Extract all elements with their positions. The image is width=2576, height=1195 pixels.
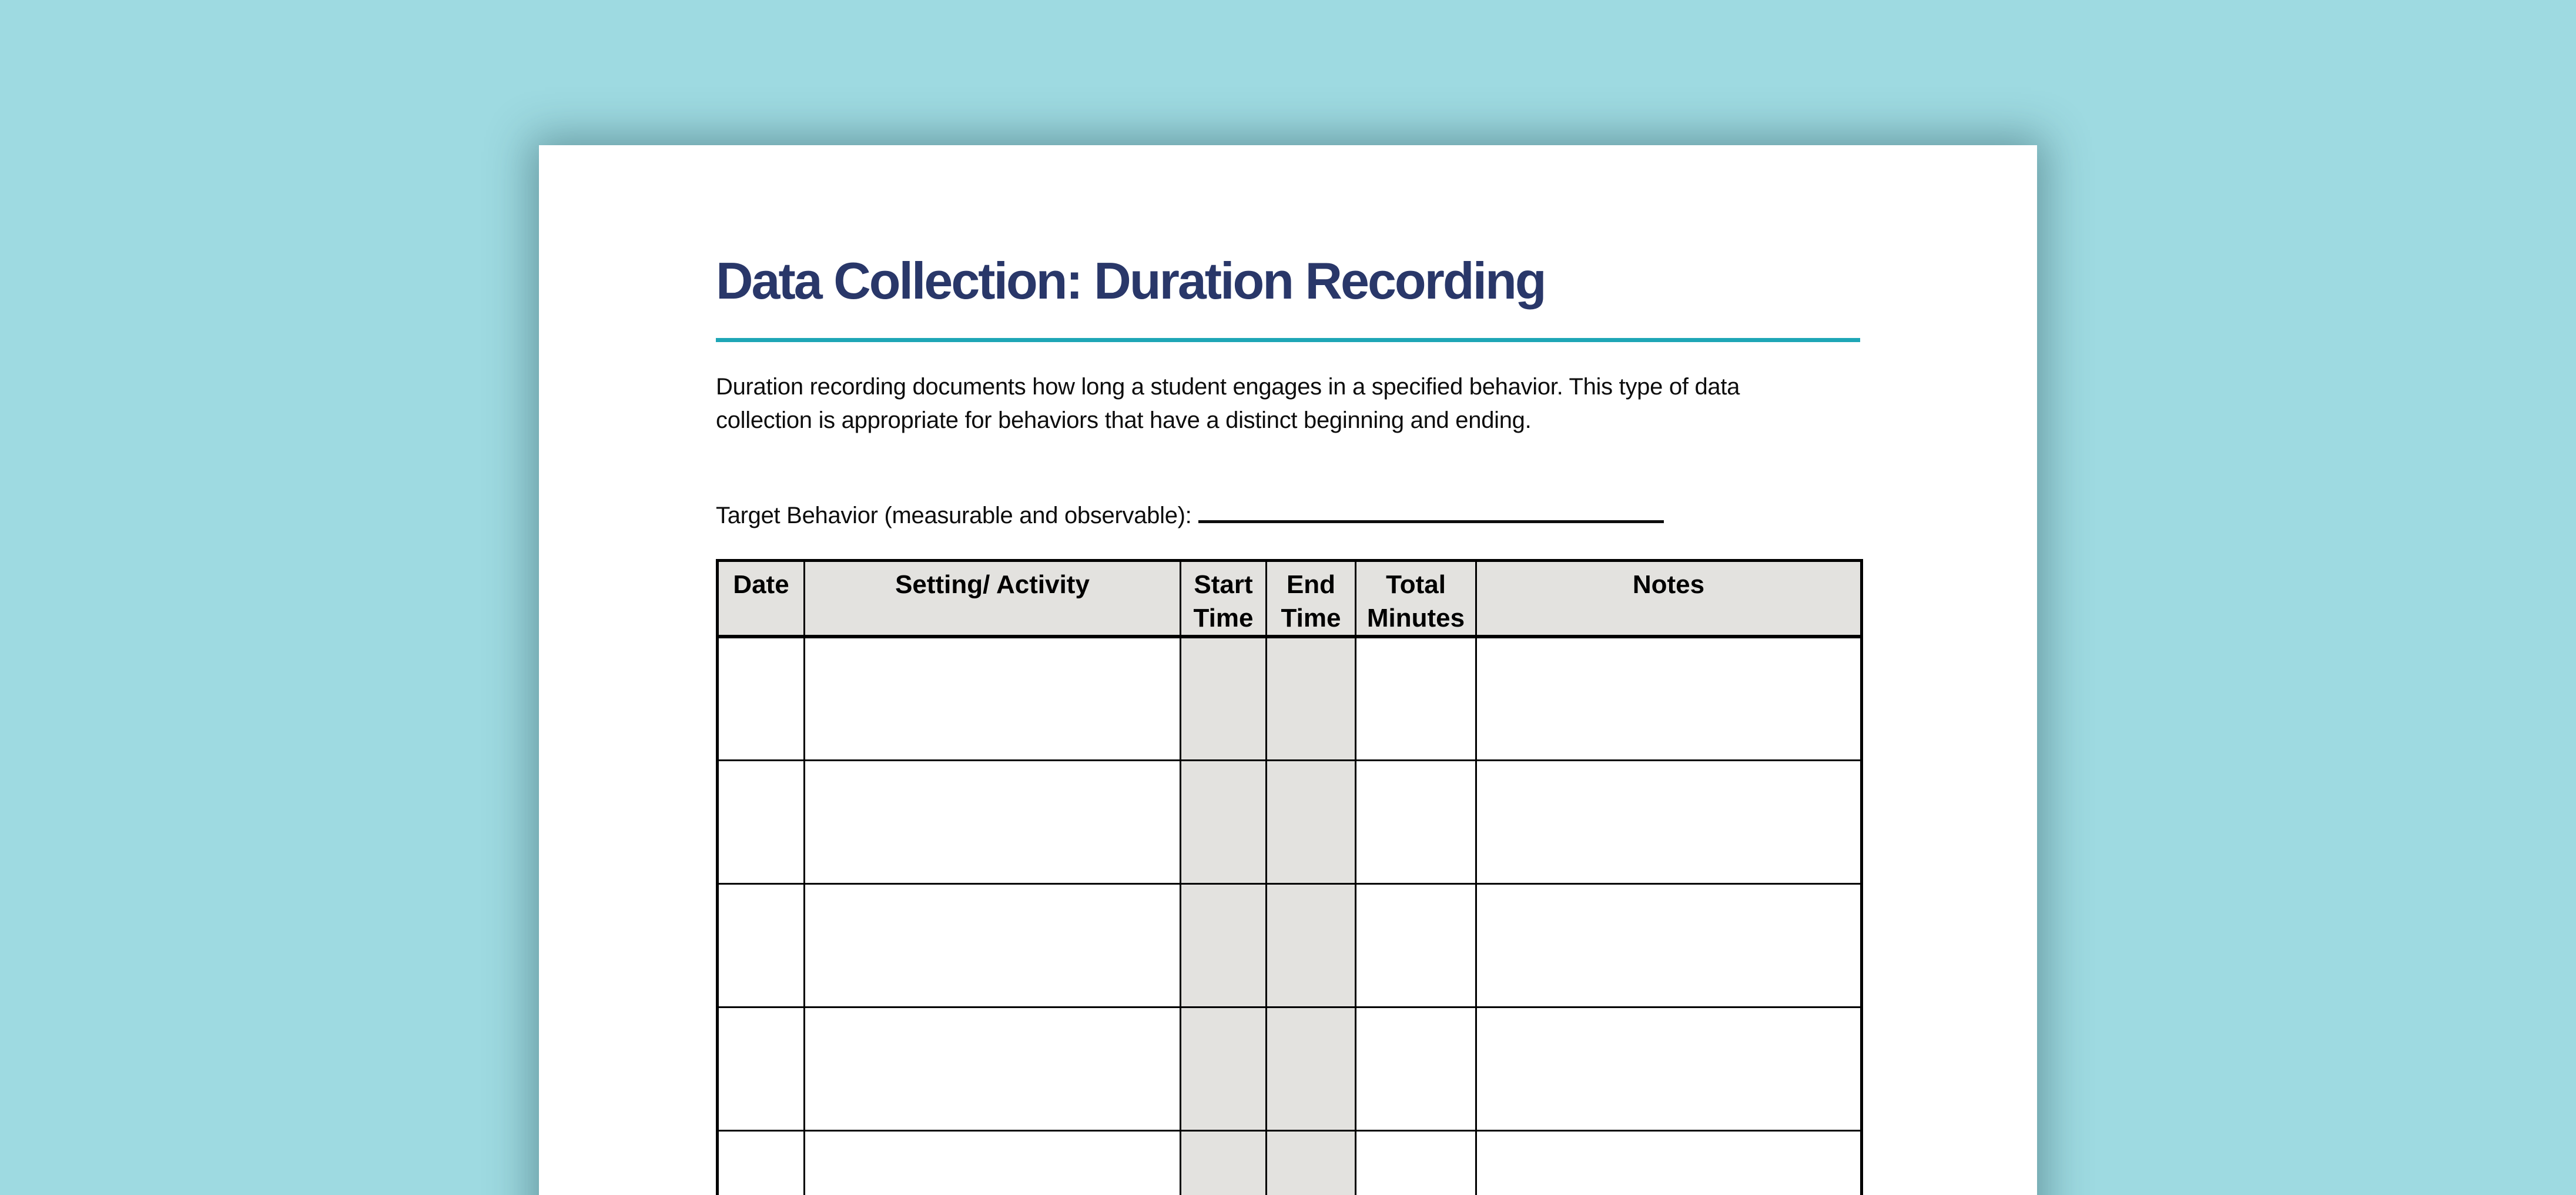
- intro-paragraph: [716, 370, 1860, 437]
- table-cell: [1476, 883, 1862, 1007]
- table-row: [718, 1130, 1862, 1195]
- table-cell: [1476, 637, 1862, 760]
- table-row: [718, 1007, 1862, 1130]
- target-behavior-row: [716, 498, 1860, 530]
- table-cell: [1181, 1007, 1267, 1130]
- table-cell: [1267, 1007, 1356, 1130]
- table-cell: [718, 760, 805, 883]
- intro-line-1: Duration recording documents how long a student engages in a specified behavior. This type of data: [716, 374, 1740, 400]
- table-cell: [1356, 1130, 1476, 1195]
- document-title: Data Collection: Duration Recording: [716, 252, 1545, 310]
- table-cell: [1356, 637, 1476, 760]
- table-cell: [1181, 1130, 1267, 1195]
- table-row: [718, 760, 1862, 883]
- intro-line-2: collection is appropriate for behaviors that have a distinct beginning and ending.: [716, 407, 1532, 433]
- document-content: [716, 145, 1860, 1195]
- table-cell: [1267, 1130, 1356, 1195]
- table-row: [718, 883, 1862, 1007]
- table-cell: [1476, 1130, 1862, 1195]
- column-header-end-time: End Time: [1267, 561, 1356, 637]
- table-cell: [1181, 883, 1267, 1007]
- table-cell: [805, 637, 1181, 760]
- table-header-row: [718, 561, 1862, 637]
- table-cell: [1476, 1007, 1862, 1130]
- column-header-start-time: Start Time: [1181, 561, 1267, 637]
- table-cell: [718, 883, 805, 1007]
- table-cell: [1356, 883, 1476, 1007]
- table-cell: [805, 883, 1181, 1007]
- table-cell: [718, 1007, 805, 1130]
- table-cell: [1267, 883, 1356, 1007]
- column-header-total-minutes: Total Minutes: [1356, 561, 1476, 637]
- target-behavior-label: Target Behavior (measurable and observable):: [716, 503, 1192, 528]
- table-cell: [1356, 760, 1476, 883]
- table-cell: [718, 1130, 805, 1195]
- duration-recording-table: [716, 559, 1863, 1195]
- table-cell: [805, 760, 1181, 883]
- table-cell: [805, 1130, 1181, 1195]
- table-cell: [1267, 637, 1356, 760]
- table-cell: [1356, 1007, 1476, 1130]
- table-cell: [1476, 760, 1862, 883]
- column-header-setting-activity: Setting/ Activity: [805, 561, 1181, 637]
- table-cell: [805, 1007, 1181, 1130]
- column-header-date: Date: [718, 561, 805, 637]
- title-rule: [716, 338, 1860, 342]
- target-behavior-blank-line: [1198, 498, 1664, 523]
- table-cell: [1181, 760, 1267, 883]
- column-header-notes: Notes: [1476, 561, 1862, 637]
- table-cell: [1267, 760, 1356, 883]
- table-cell: [718, 637, 805, 760]
- document-page: [539, 145, 2037, 1195]
- table-row: [718, 637, 1862, 760]
- table-cell: [1181, 637, 1267, 760]
